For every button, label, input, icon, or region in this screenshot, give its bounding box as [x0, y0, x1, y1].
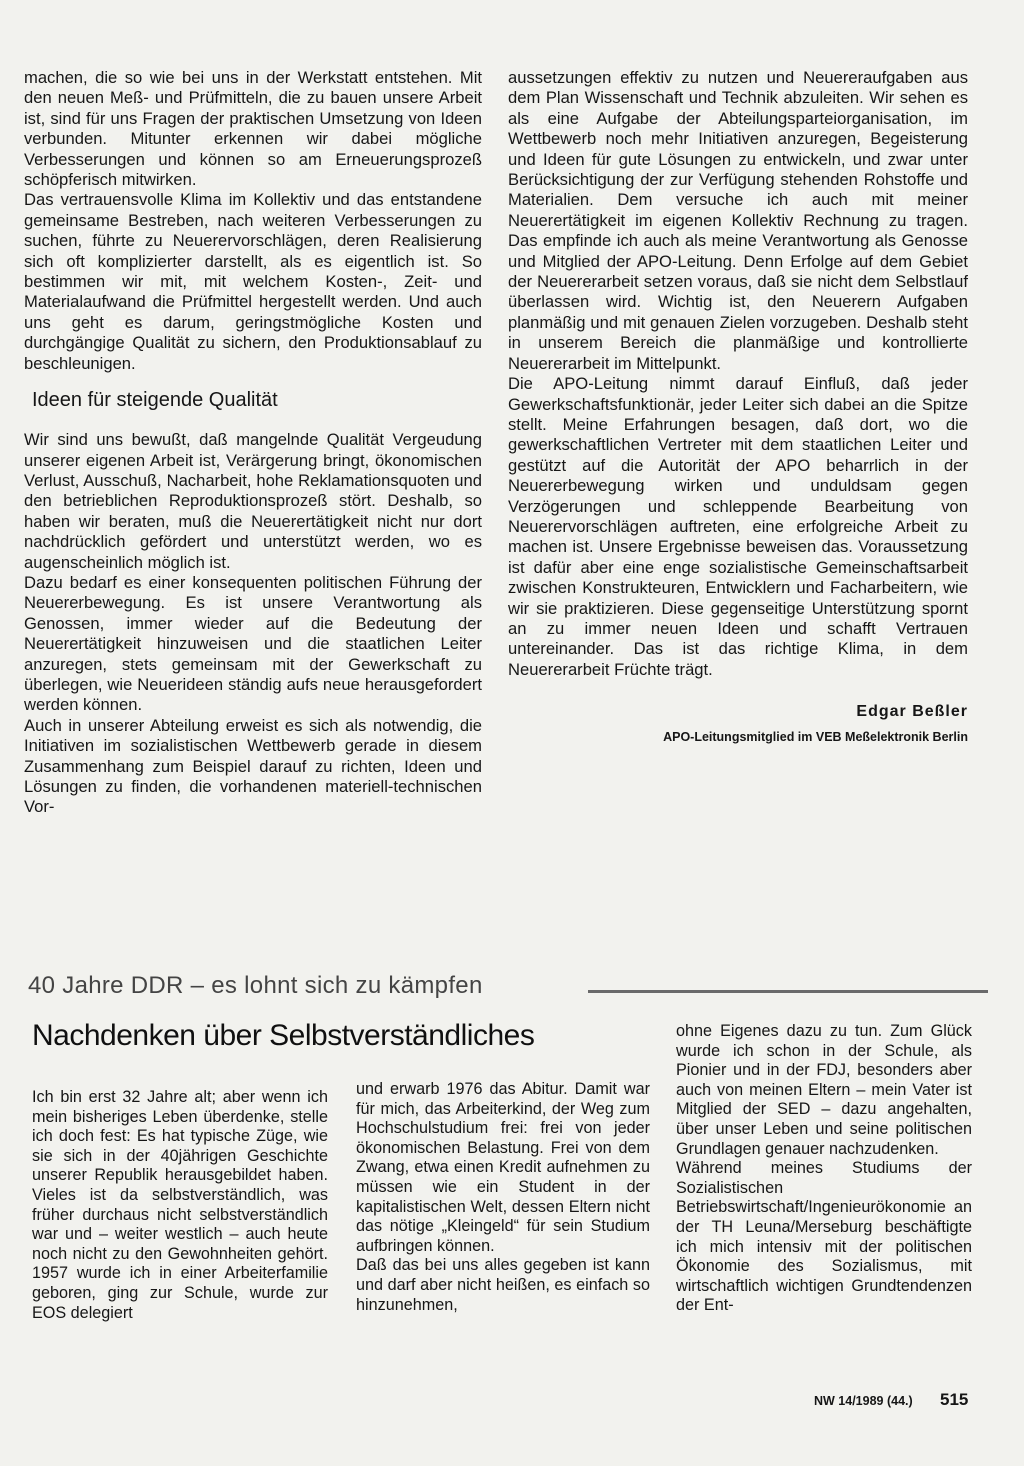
- paragraph: Dazu bedarf es einer konsequenten politischen Führung der Neuererbewegung. Es ist unsere Verantwortung als Genossen, immer wieder auf die Bedeutung der Neuerertätigkeit hinzuweisen und die staatlichen Leiter anzuregen, stets gemeinsam mit der Gewerkschaft zu überlegen, wie Neuerideen ständig aufs neue herausgefordert werden können.: [24, 572, 482, 715]
- paragraph: ohne Eigenes dazu zu tun. Zum Glück wurde ich schon in der Schule, als Pionier und in der FDJ, besonders aber auch von meinen Eltern – mein Vater ist Mitglied der SED – dazu angehalten, über unser Leben und seine politischen Grundlagen genauer nachzudenken.: [676, 1022, 972, 1158]
- paragraph: Die APO-Leitung nimmt darauf Einfluß, daß jeder Gewerkschaftsfunktionär, jeder Leiter sich dabei an die Spitze stellt. Meine Erfahrungen besagen, daß dort, wo die gewerkschaftlichen Vertreter mit dem staatlichen Leiter und gestützt auf die Autorität der APO beharrlich in der Neuererbewegung wirken und unduldsam gegen Verzögerungen und schleppende Bearbeitung von Neuerervorschlägen auftreten, eine erfolgreiche Arbeit zu machen ist. Unsere Ergebnisse beweisen das. Voraussetzung ist dafür aber eine enge sozialistische Gemeinschaftsarbeit zwischen Konstrukteuren, Entwicklern und Facharbeitern, wie wir sie praktizieren. Diese gegenseitige Unterstützung spornt an zu immer neuen Ideen und schafft Vertrauen untereinander. Das ist das richtige Klima, in dem Neuererarbeit Früchte trägt.: [508, 374, 968, 679]
- author-name: Edgar Beßler: [856, 703, 968, 721]
- article1-left-column: [24, 68, 482, 818]
- section-rule: [588, 990, 988, 993]
- author-role: APO-Leitungsmitglied im VEB Meßelektronik Berlin: [663, 729, 968, 744]
- article2-column-2: [356, 1080, 650, 1315]
- section-kicker: 40 Jahre DDR – es lohnt sich zu kämpfen: [28, 972, 483, 999]
- article2-column-1: [32, 1088, 328, 1323]
- issue-label: NW 14/1989 (44.): [814, 1394, 913, 1408]
- section-kicker-bar: [28, 972, 978, 1012]
- paragraph: Während meines Studiums der Sozialistischen Betriebswirtschaft/Ingenieurökonomie an der TH Leuna/Merseburg beschäftigte ich mich intensiv mit der politischen Ökonomie des Sozialismus, mit wirtschaftlich wichtigen Grundtendenzen der Ent-: [676, 1159, 972, 1315]
- paragraph: Ich bin erst 32 Jahre alt; aber wenn ich mein bisheriges Leben überdenke, stelle ich doch fest: Es hat typische Züge, wie sie sich in der 40jährigen Geschichte unserer Republik herausgebildet haben. Vieles ist da selbstverständlich, was früher durchaus nicht selbstverständlich war und – weiter westlich – auch heute noch nicht zu den Gewohnheiten gehört. 1957 wurde ich in einer Arbeiterfamilie geboren, ging zur Schule, wurde zur EOS delegiert: [32, 1088, 328, 1322]
- page-number: 515: [940, 1390, 969, 1409]
- article1-right-column: [508, 68, 968, 747]
- subheading: Ideen für steigende Qualität: [32, 389, 278, 412]
- article2-column-3: [676, 1022, 972, 1316]
- paragraph: machen, die so wie bei uns in der Werkstatt entstehen. Mit den neuen Meß- und Prüfmitteln, die zu bauen unsere Arbeit ist, sind für uns Fragen der praktischen Umsetzung von Ideen verbunden. Mitunter erkennen wir dabei mögliche Verbesserungen und können so am Erneuerungsprozeß schöpferisch mitwirken.: [24, 68, 482, 190]
- paragraph: Wir sind uns bewußt, daß mangelnde Qualität Vergeudung unserer eigenen Arbeit ist, Verärgerung bringt, ökonomischen Verlust, Ausschuß, Nacharbeit, hohe Reklamationsquoten und den betrieblichen Reproduktionsprozeß stört. Deshalb, so haben wir beraten, muß die Neuerertätigkeit nicht nur dort nachdrücklich gefördert und unterstützt werden, wo es augenscheinlich möglich ist.: [24, 430, 482, 572]
- paragraph: Daß das bei uns alles gegeben ist kann und darf aber nicht heißen, es einfach so hinzunehmen,: [356, 1256, 650, 1314]
- article-headline: Nachdenken über Selbstverständliches: [32, 1019, 535, 1052]
- paragraph: Auch in unserer Abteilung erweist es sich als notwendig, die Initiativen im sozialistischen Wettbewerb gerade in diesem Zusammenhang zum Beispiel darauf zu richten, Ideen und Lösungen zu finden, die vorhandenen materiell-technischen Vor-: [24, 715, 482, 817]
- paragraph: Das vertrauensvolle Klima im Kollektiv und das entstandene gemeinsame Bestreben, nach weiteren Verbesserungen zu suchen, führte zu Neuerervorschlägen, deren Realisierung sich oft komplizierter darstellt, als es eigentlich ist. So bestimmen wir mit, mit welchem Kosten-, Zeit- und Materialaufwand die Prüfmittel hergestellt werden. Und auch uns geht es darum, geringstmögliche Kosten und durchgängige Qualität zu sichern, den Produktionsablauf zu beschleunigen.: [24, 190, 482, 373]
- paragraph: aussetzungen effektiv zu nutzen und Neuereraufgaben aus dem Plan Wissenschaft und Technik abzuleiten. Wir sehen es als eine Aufgabe der Abteilungsparteiorganisation, im Wettbewerb noch mehr Initiativen anzuregen, Begeisterung und Ideen für gute Lösungen zu entwickeln, und zwar unter Berücksichtigung der zur Verfügung stehenden Rohstoffe und Materialien. Dem versuche ich auch mit meiner Neuerertätigkeit im eigenen Kollektiv Rechnung zu tragen. Das empfinde ich auch als meine Verantwortung als Genosse und Mitglied der APO-Leitung. Denn Erfolge auf dem Gebiet der Neuererarbeit setzen voraus, daß sie nicht dem Selbstlauf überlassen wird. Wichtig ist, den Neuerern Aufgaben planmäßig und mit genauen Zielen vorzugeben. Deshalb steht in unserem Bereich die planmäßige und kontrollierte Neuererarbeit im Mittelpunkt.: [508, 68, 968, 373]
- paragraph: und erwarb 1976 das Abitur. Damit war für mich, das Arbeiterkind, der Weg zum Hochschulstudium frei: frei von jeder ökonomischen Belastung. Frei von dem Zwang, etwa einen Kredit aufnehmen zu müssen wie ein Student in der kapitalistischen Welt, dessen Eltern nicht das nötige „Kleingeld“ für sein Studium aufbringen können.: [356, 1080, 650, 1255]
